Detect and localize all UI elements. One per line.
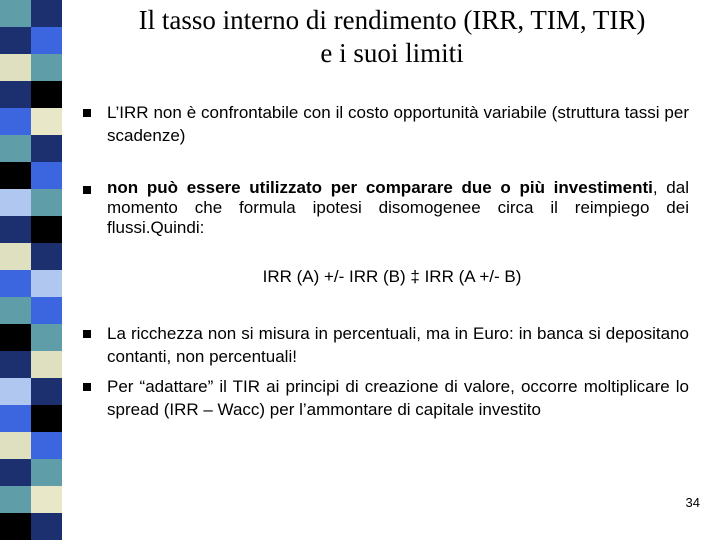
decorative-color-stripe <box>0 0 62 540</box>
bullet-text: Per “adattare” il TIR ai principi di creazione di valore, occorre moltiplicare lo spread (IRR – Wacc) per l’ammontare di capitale investito <box>107 377 689 419</box>
bullet-marker <box>83 186 91 194</box>
stripe-block <box>0 405 31 432</box>
stripe-block <box>31 351 62 378</box>
bullet-bold-text: non può essere utilizzato per comparare due o più investimenti <box>107 178 653 197</box>
stripe-block <box>0 432 31 459</box>
stripe-block <box>0 459 31 486</box>
bullet-marker <box>83 109 91 117</box>
bullet-irr-not-comparable <box>107 101 689 147</box>
bullet-marker <box>83 330 91 338</box>
stripe-block <box>0 81 31 108</box>
title-line-1: Il tasso interno di rendimento (IRR, TIM, TIR) <box>138 5 646 35</box>
stripe-block <box>31 405 62 432</box>
stripe-block <box>31 297 62 324</box>
stripe-block <box>0 378 31 405</box>
slide-title <box>72 4 712 70</box>
stripe-block <box>31 270 62 297</box>
stripe-block <box>0 162 31 189</box>
title-line-2: e i suoi limiti <box>320 38 464 68</box>
stripe-block <box>31 513 62 540</box>
bullet-marker <box>83 383 91 391</box>
stripe-block <box>0 270 31 297</box>
stripe-block <box>0 54 31 81</box>
stripe-block <box>31 162 62 189</box>
stripe-block <box>31 189 62 216</box>
bullet-text: , dal momento che formula ipotesi disomogenee circa il reimpiego dei flussi.Quindi: <box>107 178 689 237</box>
stripe-block <box>0 513 31 540</box>
bullet-comparison-limit <box>107 178 689 238</box>
stripe-block <box>0 108 31 135</box>
stripe-block <box>31 378 62 405</box>
stripe-block <box>31 486 62 513</box>
stripe-block <box>0 135 31 162</box>
stripe-block <box>0 216 31 243</box>
bullet-adapt-tir <box>107 375 689 421</box>
stripe-block <box>31 243 62 270</box>
stripe-block <box>31 27 62 54</box>
irr-formula: IRR (A) +/- IRR (B) ‡ IRR (A +/- B) <box>262 267 522 286</box>
stripe-block <box>0 351 31 378</box>
stripe-block <box>31 135 62 162</box>
stripe-block <box>31 216 62 243</box>
stripe-block <box>0 486 31 513</box>
stripe-block <box>31 81 62 108</box>
bullet-text: L’IRR non è confrontabile con il costo opportunità variabile (struttura tassi per scadenze) <box>107 103 689 145</box>
stripe-block <box>31 108 62 135</box>
stripe-block <box>0 27 31 54</box>
stripe-block <box>31 324 62 351</box>
stripe-block <box>0 324 31 351</box>
stripe-block <box>31 0 62 27</box>
bullet-wealth-in-euro <box>107 322 689 368</box>
stripe-block <box>31 54 62 81</box>
stripe-block <box>0 243 31 270</box>
page-number: 34 <box>685 495 700 510</box>
stripe-block <box>0 0 31 27</box>
stripe-block <box>31 432 62 459</box>
stripe-block <box>31 459 62 486</box>
bullet-text: La ricchezza non si misura in percentuali, ma in Euro: in banca si depositano contanti, non percentuali! <box>107 324 689 366</box>
stripe-block <box>0 189 31 216</box>
stripe-block <box>0 297 31 324</box>
